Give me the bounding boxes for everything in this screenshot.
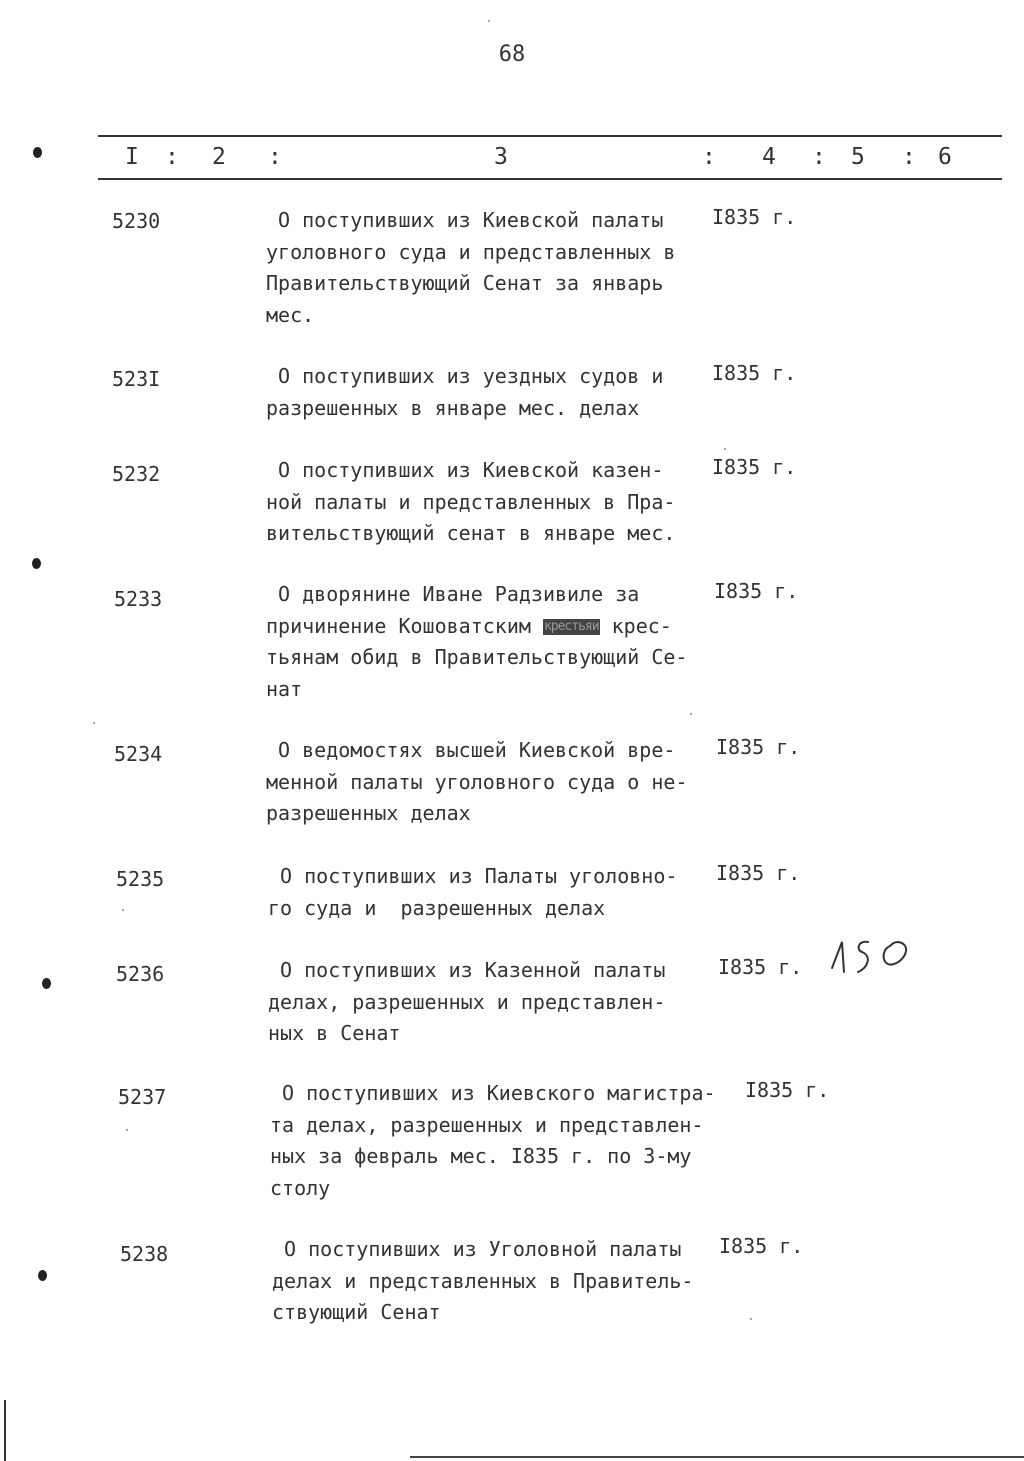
struck-out-word: крестьяи xyxy=(543,619,599,634)
entry-number: 5238 xyxy=(120,1242,169,1266)
entry-description: О ведомостях высшей Киевской вре- менной палаты уголовного суда о не- разрешенных делах xyxy=(266,738,688,825)
column-header-4: 4 xyxy=(762,144,776,170)
entry-description: О поступивших из Киевской палаты уголовного суда и представленных в Правительствующий Сенат за январь мес. xyxy=(266,208,676,327)
table-rule-top xyxy=(98,135,1002,137)
entry-year: I835 г. xyxy=(712,455,797,479)
page-number: 68 xyxy=(498,42,526,67)
entry-year: I835 г. xyxy=(718,955,803,979)
column-header-3: 3 xyxy=(494,144,508,170)
scan-speck xyxy=(488,20,490,22)
entry-year: I835 г. xyxy=(745,1078,830,1102)
entry-number: 5235 xyxy=(116,867,165,891)
entry-description: О поступивших из Киевского магистра- та делах, разрешенных и представлен- ных за февраль мес. I835 г. по 3-му столу xyxy=(270,1081,716,1200)
entry-number: 523I xyxy=(112,367,161,391)
scan-speck xyxy=(690,713,692,715)
scan-speck xyxy=(122,909,124,911)
punch-hole-dot xyxy=(33,147,42,158)
entry-year: I835 г. xyxy=(716,735,801,759)
entry-line: нат xyxy=(266,676,303,701)
entry-line: тьянам обид в Правительствующий Се- xyxy=(266,645,688,669)
entry-year: I835 г. xyxy=(716,861,801,885)
column-header-2: 2 xyxy=(212,144,226,170)
entry-year: I835 г. xyxy=(714,579,799,603)
column-header-sep: : xyxy=(165,144,179,170)
punch-hole-dot xyxy=(32,558,41,569)
punch-hole-dot xyxy=(42,978,51,989)
entry-number: 5233 xyxy=(114,587,163,611)
table-rule-bottom xyxy=(98,178,1002,180)
scan-bottom-edge xyxy=(410,1456,1024,1458)
column-header-sep: : xyxy=(812,144,826,170)
entry-number: 5236 xyxy=(116,962,165,986)
column-header-sep: : xyxy=(268,144,282,170)
scan-speck xyxy=(126,1129,128,1131)
entry-line: крес- xyxy=(599,613,672,638)
entry-description: О поступивших из Уголовной палаты делах и представленных в Правитель- ствующий Сенат xyxy=(272,1237,694,1324)
column-header-6: 6 xyxy=(938,144,952,170)
entry-description: О поступивших из Киевской казен- ной палаты и представленных в Пра- вительствующий сенат в январе мес. xyxy=(266,458,676,545)
entry-year: I835 г. xyxy=(712,205,797,229)
entry-line: причинение Кошоватским xyxy=(266,613,543,638)
scan-speck xyxy=(724,448,726,450)
column-header-1: I xyxy=(125,144,139,170)
entry-line: О дворянине Иване Радзивиле за xyxy=(266,582,640,606)
entry-description: О поступивших из уездных судов и разрешенных в январе мес. делах xyxy=(266,364,664,420)
column-header-sep: : xyxy=(702,144,716,170)
entry-description: О поступивших из Казенной палаты делах, разрешенных и представлен- ных в Сенат xyxy=(268,958,666,1045)
entry-description xyxy=(266,579,726,705)
column-header-5: 5 xyxy=(851,144,865,170)
entry-description: О поступивших из Палаты уголовно- го суда и разрешенных делах xyxy=(268,864,678,920)
entry-number: 5237 xyxy=(118,1085,167,1109)
entry-number: 5230 xyxy=(112,209,161,233)
entry-number: 5232 xyxy=(112,462,161,486)
entry-year: I835 г. xyxy=(712,361,797,385)
handwritten-page-note xyxy=(828,928,928,988)
scan-speck xyxy=(93,722,95,724)
punch-hole-dot xyxy=(38,1270,47,1281)
scan-speck xyxy=(750,1318,752,1320)
column-header-sep: : xyxy=(902,144,916,170)
scan-edge-line xyxy=(4,1400,6,1461)
entry-year: I835 г. xyxy=(719,1234,804,1258)
entry-number: 5234 xyxy=(114,742,163,766)
